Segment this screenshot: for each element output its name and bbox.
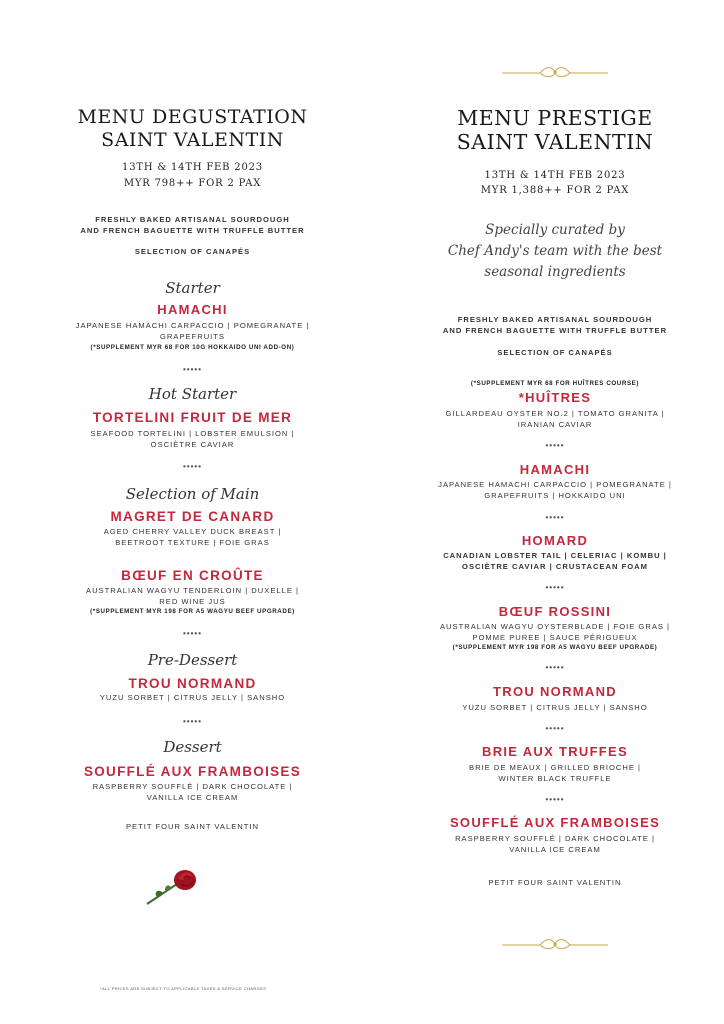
left-course-hot-starter: Hot Starter — [148, 385, 237, 403]
left-course-pre-dessert: Pre-Dessert — [147, 651, 238, 669]
left-course-dessert: Dessert — [163, 738, 222, 756]
right-huitres-desc2: IRANIAN CAVIAR — [517, 420, 593, 429]
right-canapes: SELECTION OF CANAPÉS — [497, 348, 613, 357]
left-divider-4: ••••• — [182, 717, 202, 726]
right-brie-name: BRIE AUX TRUFFES — [482, 744, 628, 759]
left-petit-four: PETIT FOUR SAINT VALENTIN — [125, 822, 260, 831]
right-divider-6: ••••• — [545, 795, 565, 804]
right-huitres-supplement: (*SUPPLEMENT MYR 68 FOR HUÎTRES COURSE) — [470, 380, 640, 387]
right-brie-desc2: WINTER BLACK TRUFFLE — [498, 774, 612, 783]
left-boeuf-name: BŒUF EN CROÛTE — [121, 568, 264, 583]
left-bread-line1: FRESHLY BAKED ARTISANAL SOURDOUGH — [95, 215, 290, 224]
right-divider-1: ••••• — [545, 441, 565, 450]
right-tagline-line3: seasonal ingredients — [484, 264, 626, 280]
right-homard-desc2: OSCIÈTRE CAVIAR | CRUSTACEAN FOAM — [462, 562, 648, 571]
right-brie-desc1: BRIE DE MEAUX | GRILLED BRIOCHE | — [469, 763, 641, 772]
right-hamachi-name: HAMACHI — [519, 462, 591, 477]
right-huitres-desc1: GILLARDEAU OYSTER NO.2 | TOMATO GRANITA | — [445, 409, 665, 418]
left-bread-line2: AND FRENCH BAGUETTE WITH TRUFFLE BUTTER — [80, 226, 305, 235]
left-souffle-desc2: VANILLA ICE CREAM — [146, 793, 239, 802]
left-souffle-name: SOUFFLÉ AUX FRAMBOISES — [83, 764, 302, 779]
right-tagline-line2: Chef Andy's team with the best — [447, 243, 663, 259]
left-dates: 13TH & 14TH FEB 2023 — [122, 162, 263, 173]
left-boeuf-desc2: RED WINE JUS — [159, 597, 226, 606]
right-divider-3: ••••• — [545, 583, 565, 592]
left-divider-2: ••••• — [182, 462, 202, 471]
right-tagline-line1: Specially curated by — [485, 222, 625, 238]
left-hamachi-name: HAMACHI — [157, 302, 228, 317]
left-title — [40, 106, 345, 152]
left-boeuf-desc1: AUSTRALIAN WAGYU TENDERLOIN | DUXELLE | — [86, 586, 299, 595]
right-divider-2: ••••• — [545, 513, 565, 522]
right-souffle-desc1: RASPBERRY SOUFFLÉ | DARK CHOCOLATE | — [455, 834, 655, 843]
left-course-main: Selection of Main — [125, 485, 260, 503]
left-trou-name: TROU NORMAND — [128, 676, 257, 691]
left-magret-desc2: BEETROOT TEXTURE | FOIE GRAS — [115, 538, 270, 547]
tax-footnote: *ALL PRICES ARE SUBJECT TO APPLICABLE TAXES & SERVICE CHARGES — [100, 986, 267, 991]
left-divider-3: ••••• — [182, 629, 202, 638]
right-souffle-desc2: VANILLA ICE CREAM — [509, 845, 601, 854]
left-tortelini-name: TORTELINI FRUIT DE MER — [92, 410, 293, 425]
left-trou-desc: YUZU SORBET | CITRUS JELLY | SANSHO — [99, 693, 286, 702]
right-rossini-desc1: AUSTRALIAN WAGYU OYSTERBLADE | FOIE GRAS | — [439, 622, 671, 631]
right-title-line2: SAINT VALENTIN — [456, 130, 654, 154]
right-homard-name: HOMARD — [521, 533, 589, 548]
left-tortelini-desc1: SEAFOOD TORTELINI | LOBSTER EMULSION | — [90, 429, 295, 438]
left-hamachi-supplement: (*SUPPLEMENT MYR 68 FOR 10G HOKKAIDO UNI ADD-ON) — [90, 344, 295, 351]
red-rose-icon — [143, 866, 201, 908]
right-hamachi-desc2: GRAPEFRUITS | HOKKAIDO UNI — [484, 491, 626, 500]
right-souffle-name: SOUFFLÉ AUX FRAMBOISES — [449, 815, 661, 830]
left-hamachi-desc1: JAPANESE HAMACHI CARPACCIO | POMEGRANATE | — [75, 321, 310, 330]
left-hamachi-desc2: GRAPEFRUITS — [159, 332, 225, 341]
right-rossini-supplement: (*SUPPLEMENT MYR 198 FOR A5 WAGYU BEEF UPGRADE) — [452, 644, 658, 651]
right-petit-four: PETIT FOUR SAINT VALENTIN — [488, 878, 622, 887]
left-course-starter: Starter — [165, 279, 220, 297]
right-bread-line1: FRESHLY BAKED ARTISANAL SOURDOUGH — [457, 315, 653, 324]
gold-flourish-icon — [500, 64, 610, 80]
right-huitres-name: *HUÎTRES — [518, 390, 592, 405]
right-rossini-desc2: POMME PUREE | SAUCE PÉRIGUEUX — [472, 633, 638, 642]
left-canapes: SELECTION OF CANAPÉS — [134, 247, 251, 256]
right-hamachi-desc1: JAPANESE HAMACHI CARPACCIO | POMEGRANATE | — [438, 480, 672, 489]
left-souffle-desc1: RASPBERRY SOUFFLÉ | DARK CHOCOLATE | — [92, 782, 293, 791]
right-title-line1: MENU PRESTIGE — [457, 106, 653, 130]
left-divider-1: ••••• — [182, 365, 202, 374]
right-title — [400, 106, 710, 154]
right-divider-4: ••••• — [545, 663, 565, 672]
left-tortelini-desc2: OSCIÈTRE CAVIAR — [150, 440, 235, 449]
left-magret-desc1: AGED CHERRY VALLEY DUCK BREAST | — [103, 527, 282, 536]
right-trou-name: TROU NORMAND — [493, 684, 617, 699]
right-homard-desc1: CANADIAN LOBSTER TAIL | CELERIAC | KOMBU | — [443, 551, 667, 560]
right-price: MYR 1,388++ FOR 2 PAX — [480, 185, 630, 196]
left-price: MYR 798++ FOR 2 PAX — [123, 178, 262, 189]
gold-flourish-icon — [500, 936, 610, 952]
right-rossini-name: BŒUF ROSSINI — [498, 604, 612, 619]
right-dates: 13TH & 14TH FEB 2023 — [484, 170, 626, 181]
left-magret-name: MAGRET DE CANARD — [110, 509, 275, 524]
left-boeuf-supplement: (*SUPPLEMENT MYR 198 FOR A5 WAGYU BEEF UPGRADE) — [90, 608, 295, 615]
left-title-line2: SAINT VALENTIN — [101, 129, 284, 151]
right-bread-line2: AND FRENCH BAGUETTE WITH TRUFFLE BUTTER — [442, 326, 668, 335]
left-title-line1: MENU DEGUSTATION — [77, 106, 308, 128]
right-divider-5: ••••• — [545, 724, 565, 733]
right-trou-desc: YUZU SORBET | CITRUS JELLY | SANSHO — [462, 703, 648, 712]
